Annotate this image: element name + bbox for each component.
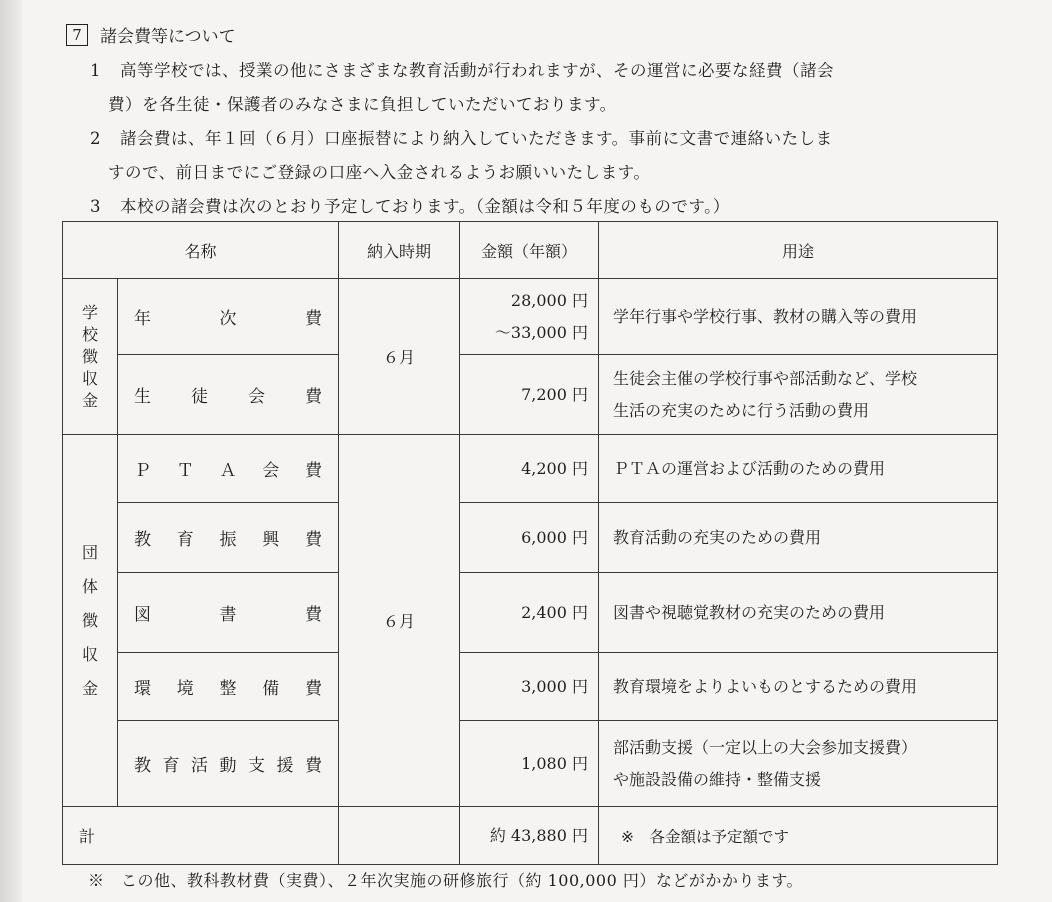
fee-amount: 6,000 円 (460, 503, 599, 573)
table-row (63, 355, 998, 435)
name-char: 費 (305, 309, 322, 329)
use-line: ＰＴＡの運営および活動のための費用 (613, 458, 886, 478)
use-line: 部活動支援（一定以上の大会参加支援費） (613, 737, 918, 757)
group-label-char: 徴 (81, 346, 98, 366)
fees-table (62, 221, 998, 865)
use-line: 図書や視聴覚教材の充実のための費用 (613, 602, 886, 622)
use-line: 教育環境をよりよいものとするための費用 (613, 676, 918, 696)
name-char: 会 (262, 461, 280, 481)
name-char: 備 (262, 679, 280, 699)
total-row (63, 807, 998, 865)
table-row (63, 721, 998, 807)
paragraph-line: 本校の諸会費は次のとおり予定しております。（金額は令和５年度のものです。） (120, 197, 730, 216)
paragraph-line: 諸会費は、年１回（６月）口座振替により納入していただきます。事前に文書で連絡いたしま (120, 129, 833, 148)
page-edge (0, 0, 22, 902)
amount-line: 28,000 円 (510, 290, 588, 310)
group-label-char: 団 (81, 542, 98, 562)
header-name: 名称 (63, 222, 339, 279)
use-line: や施設設備の維持・整備支援 (613, 769, 822, 789)
paragraph-line: 費）を各生徒・保護者のみなさまに負担していただいております。 (108, 95, 617, 114)
fee-name (118, 355, 339, 435)
total-label: 計 (63, 807, 339, 865)
group-label-school (63, 279, 118, 435)
use-line: 学年行事や学校行事、教材の購入等の費用 (613, 306, 918, 326)
fee-amount: 7,200 円 (460, 355, 599, 435)
name-char: 徒 (191, 387, 208, 407)
group-label-char: 校 (81, 324, 98, 344)
paragraph-number: 3 (90, 197, 101, 216)
name-char: 会 (248, 387, 265, 407)
name-char: 教 (134, 530, 151, 550)
header-amount: 金額（年額） (460, 222, 599, 279)
total-amount: 約 43,880 円 (460, 807, 599, 865)
name-char: 生 (134, 387, 151, 407)
fee-use (599, 279, 998, 355)
name-char: 費 (305, 461, 322, 481)
name-char: 動 (219, 756, 237, 776)
total-period-empty (339, 807, 460, 865)
table-row (63, 653, 998, 721)
paragraph-3 (90, 190, 990, 224)
name-char: 年 (134, 309, 151, 329)
payment-period: ６月 (339, 435, 460, 807)
group-label-char: 学 (81, 302, 98, 322)
fee-amount: 2,400 円 (460, 573, 599, 653)
fee-name (118, 435, 339, 503)
name-char: 援 (276, 756, 294, 776)
name-char: 費 (305, 530, 322, 550)
name-char: Ｐ (134, 461, 151, 481)
use-line: 生徒会主催の学校行事や部活動など、学校 (613, 368, 918, 388)
name-char: 興 (262, 530, 280, 550)
fee-use (599, 573, 998, 653)
name-char: 次 (219, 309, 237, 329)
paragraph-number: 1 (90, 61, 101, 80)
table-row (63, 503, 998, 573)
paragraph-1 (90, 54, 990, 122)
paragraph-2 (90, 122, 990, 190)
fee-use (599, 653, 998, 721)
group-label-char: 金 (81, 390, 98, 410)
name-char: 費 (305, 756, 322, 776)
fee-amount: 3,000 円 (460, 653, 599, 721)
name-char: 環 (134, 679, 151, 699)
fee-name (118, 721, 339, 807)
header-period: 納入時期 (339, 222, 460, 279)
name-char: 書 (219, 605, 237, 625)
fee-name (118, 573, 339, 653)
fee-use (599, 435, 998, 503)
fee-use (599, 355, 998, 435)
table-row (63, 279, 998, 355)
group-label-organization (63, 435, 118, 807)
name-char: 費 (305, 679, 322, 699)
name-char: 教 (134, 756, 151, 776)
paragraph-line: すので、前日までにご登録の口座へ入金されるようお願いいたします。 (108, 163, 651, 182)
table-header-row (63, 222, 998, 279)
name-char: 支 (248, 756, 265, 776)
group-label-char: 体 (81, 576, 98, 596)
use-line: 生活の充実のために行う活動の費用 (613, 400, 870, 420)
use-line: 教育活動の充実のための費用 (613, 527, 822, 547)
payment-period: ６月 (339, 279, 460, 435)
fee-amount: 1,080 円 (460, 721, 599, 807)
total-note: ※ 各金額は予定額です (599, 807, 998, 865)
amount-line: ～33,000 円 (494, 322, 588, 342)
section-number: 7 (66, 24, 88, 46)
fee-name (118, 653, 339, 721)
group-label-char: 徴 (81, 610, 98, 630)
group-label-char: 収 (81, 644, 98, 664)
name-char: 図 (134, 605, 151, 625)
header-use: 用途 (599, 222, 998, 279)
name-char: 活 (191, 756, 208, 776)
table-row (63, 573, 998, 653)
name-char: 費 (305, 605, 322, 625)
section-heading (66, 22, 236, 47)
group-label-char: 収 (81, 368, 98, 388)
fee-amount (460, 279, 599, 355)
footer-note: ※ この他、教科教材費（実費）、２年次実施の研修旅行（約 100,000 円）などがかかります。 (88, 871, 804, 890)
section-title: 諸会費等について (100, 27, 236, 47)
name-char: 育 (162, 756, 180, 776)
name-char: Ａ (219, 461, 237, 481)
fee-amount: 4,200 円 (460, 435, 599, 503)
fee-use (599, 721, 998, 807)
name-char: 振 (219, 530, 237, 550)
fee-use (599, 503, 998, 573)
name-char: Ｔ (176, 461, 194, 481)
name-char: 境 (176, 679, 194, 699)
name-char: 費 (305, 387, 322, 407)
paragraph-number: 2 (90, 129, 101, 148)
paragraph-line: 高等学校では、授業の他にさまざまな教育活動が行われますが、その運営に必要な経費（諸会 (120, 61, 834, 80)
name-char: 育 (176, 530, 194, 550)
fee-name (118, 503, 339, 573)
group-label-char: 金 (81, 678, 98, 698)
fee-name (118, 279, 339, 355)
table-row (63, 435, 998, 503)
name-char: 整 (219, 679, 237, 699)
